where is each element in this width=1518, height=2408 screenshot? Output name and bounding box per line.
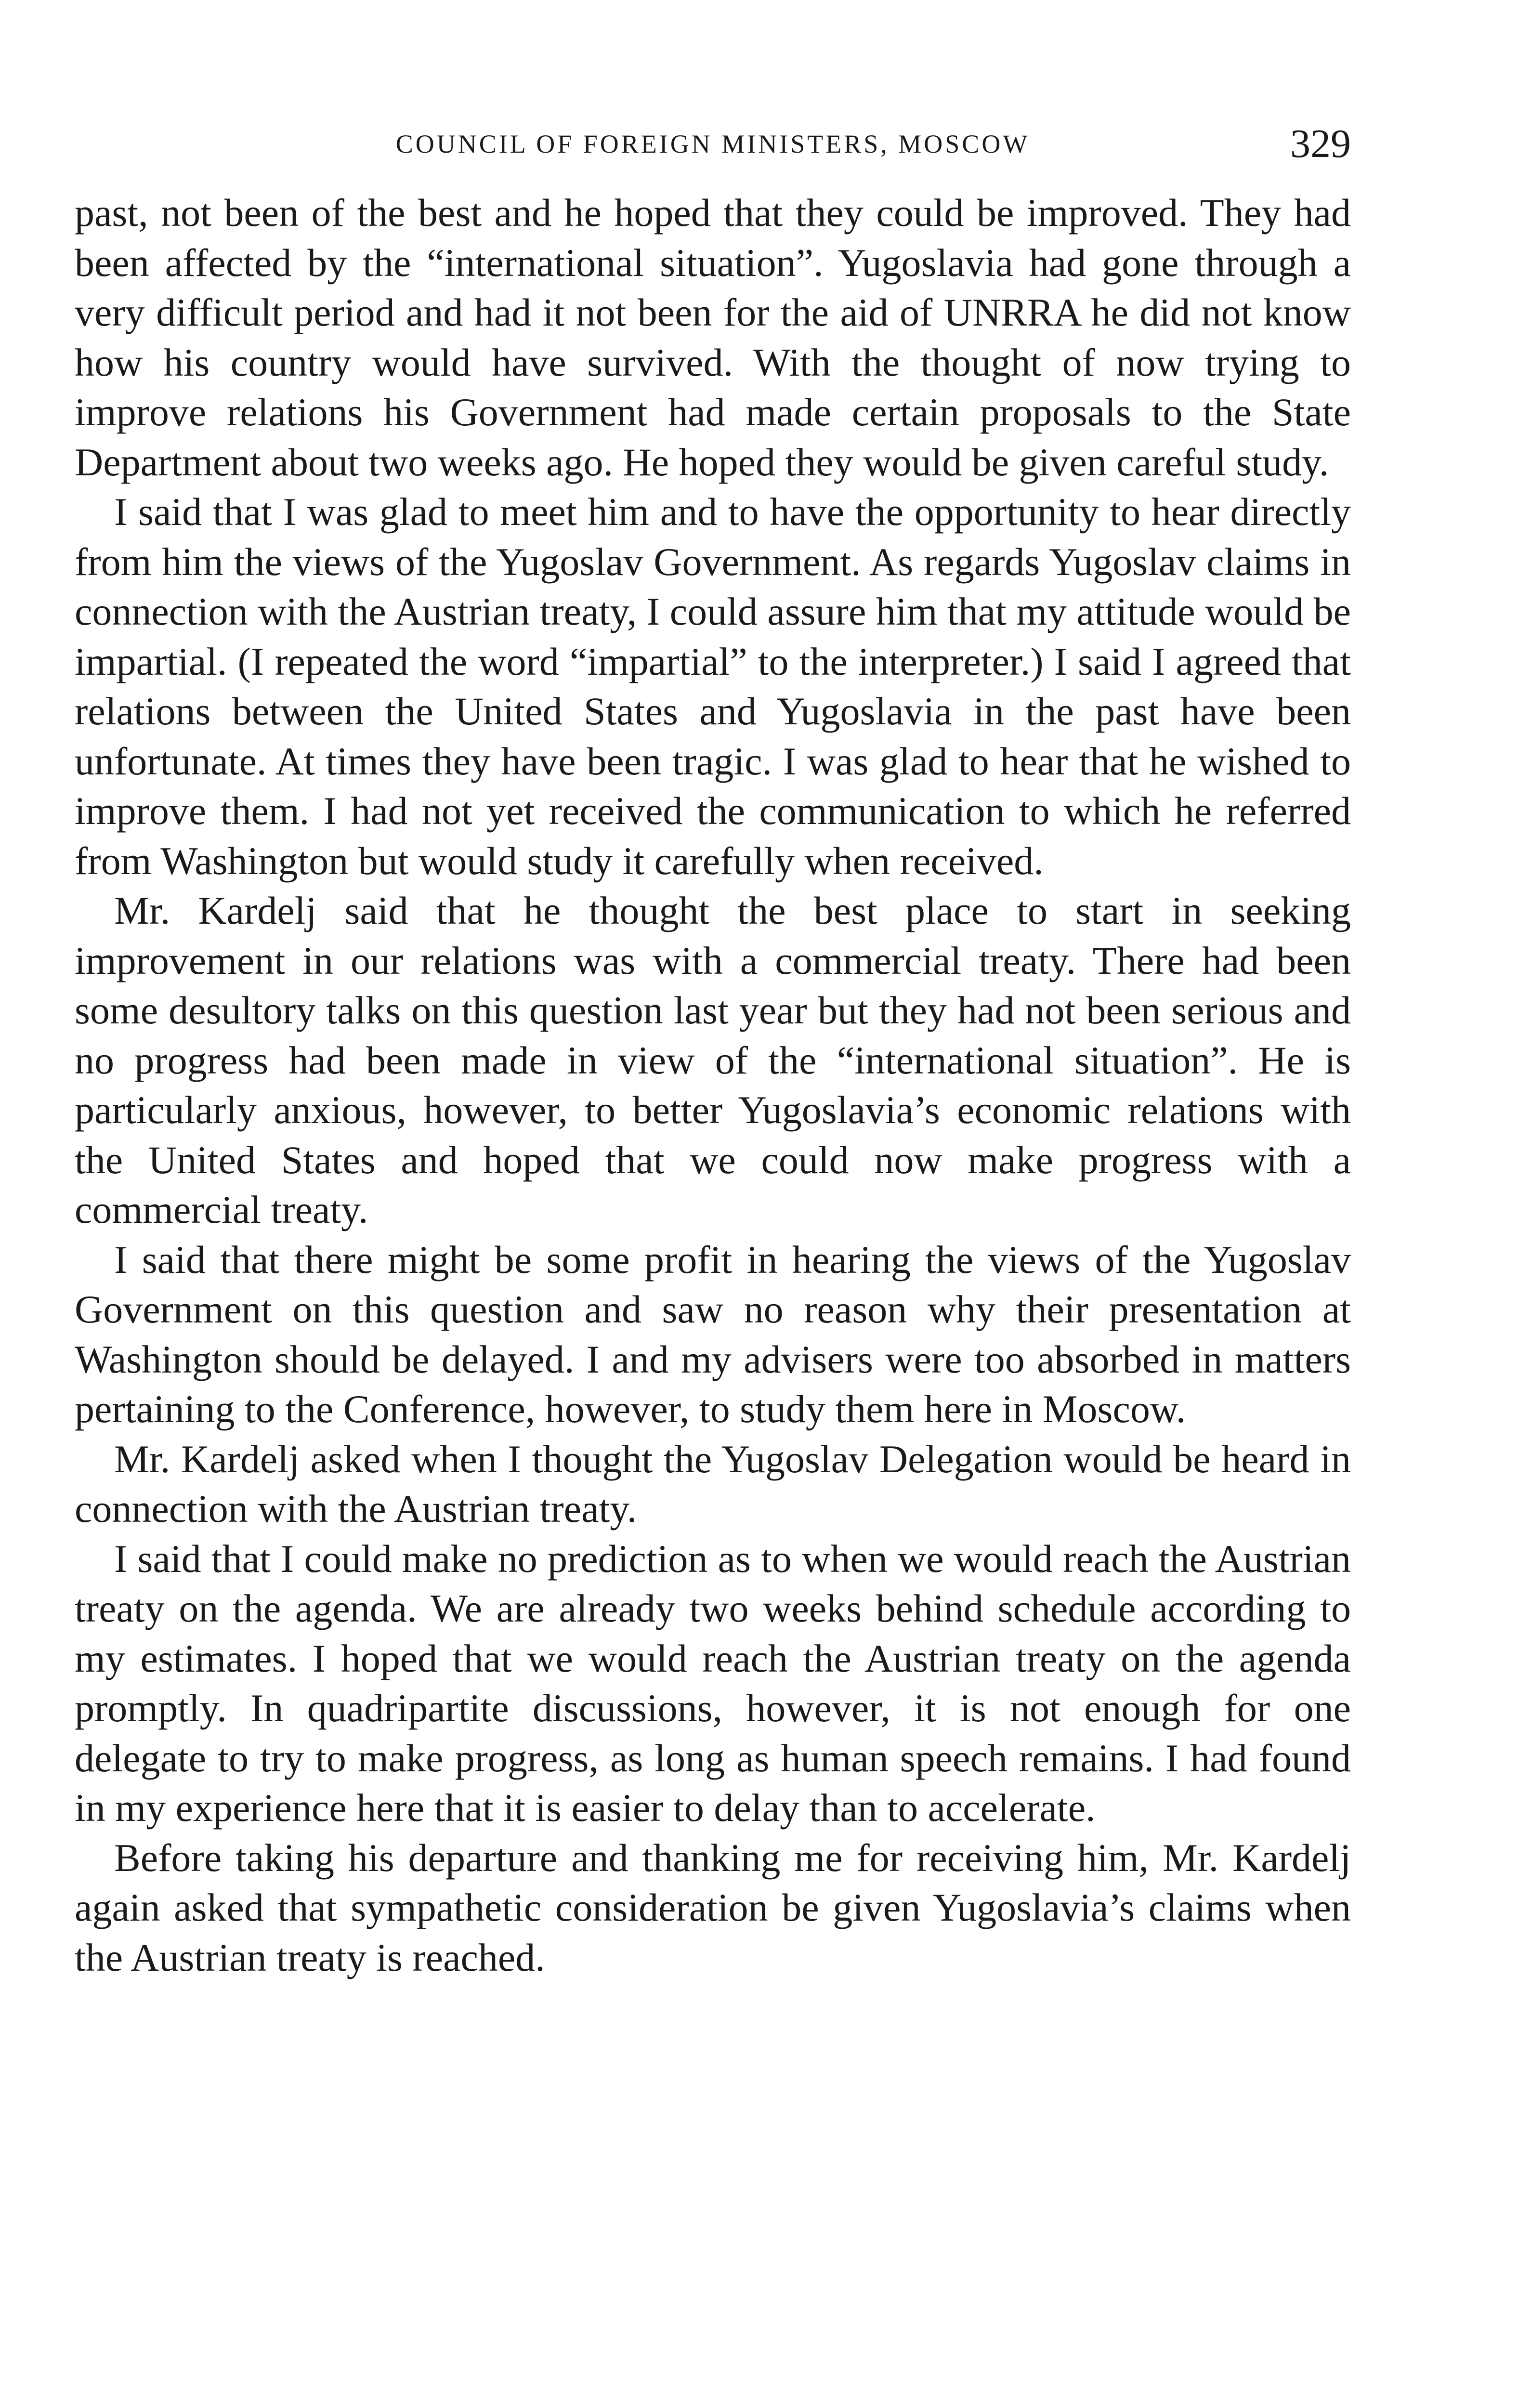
document-page	[75, 120, 1351, 1982]
paragraph: I said that I could make no prediction as to when we would reach the Austrian treaty on the agenda. We are already two weeks behind schedule according to my estimates. I hoped that we would reach the Austrian treaty on the agenda promptly. In quadripartite discussions, however, it is not enough for one delegate to try to make progress, as long as human speech remains. I had found in my experience here that it is easier to delay than to accelerate.	[75, 1536, 1351, 1830]
paragraph: Mr. Kardelj asked when I thought the Yugoslav Delegation would be heard in connection with the Austrian treaty.	[75, 1437, 1351, 1531]
paragraph: I said that there might be some profit in hearing the views of the Yugoslav Government on this question and saw no reason why their presentation at Washington should be delayed. I and my advisers were too absorbed in matters pertaining to the Conference, however, to study them here in Moscow.	[75, 1237, 1351, 1431]
paragraph: Before taking his departure and thanking me for receiving him, Mr. Kardelj again asked that sympathetic consideration be given Yugoslavia’s claims when the Austrian treaty is reached.	[75, 1835, 1351, 1979]
running-title: COUNCIL OF FOREIGN MINISTERS, MOSCOW	[395, 130, 1030, 158]
paragraph: Mr. Kardelj said that he thought the best place to start in seeking improvement in our relations was with a commercial treaty. There had been some desultory talks on this question last year but they had not been serious and no progress had been made in view of the “international situation”. He is particularly anxious, however, to better Yugoslavia’s economic relations with the United States and hoped that we could now make progress with a commercial treaty.	[75, 889, 1351, 1231]
running-head	[75, 120, 1351, 183]
paragraph: I said that I was glad to meet him and to have the opportunity to hear directly from him the views of the Yugoslav Government. As regards Yugoslav claims in connection with the Austrian treaty, I could assure him that my attitude would be impartial. (I repeated the word “impartial” to the interpreter.) I said I agreed that relations between the United States and Yugoslavia in the past have been unfortunate. At times they have been tragic. I was glad to hear that he wished to improve them. I had not yet received the communication to which he referred from Washington but would study it carefully when received.	[75, 490, 1351, 883]
page-number: 329	[1290, 121, 1351, 166]
body-text	[75, 188, 1351, 1982]
paragraph-continued: past, not been of the best and he hoped that they could be improved. They had been affected by the “international situation”. Yugoslavia had gone through a very difficult period and had it not been for the aid of UNRRA he did not know how his country would have survived. With the thought of now trying to improve relations his Government had made certain proposals to the State Department about two weeks ago. He hoped they would be given careful study.	[75, 191, 1351, 484]
